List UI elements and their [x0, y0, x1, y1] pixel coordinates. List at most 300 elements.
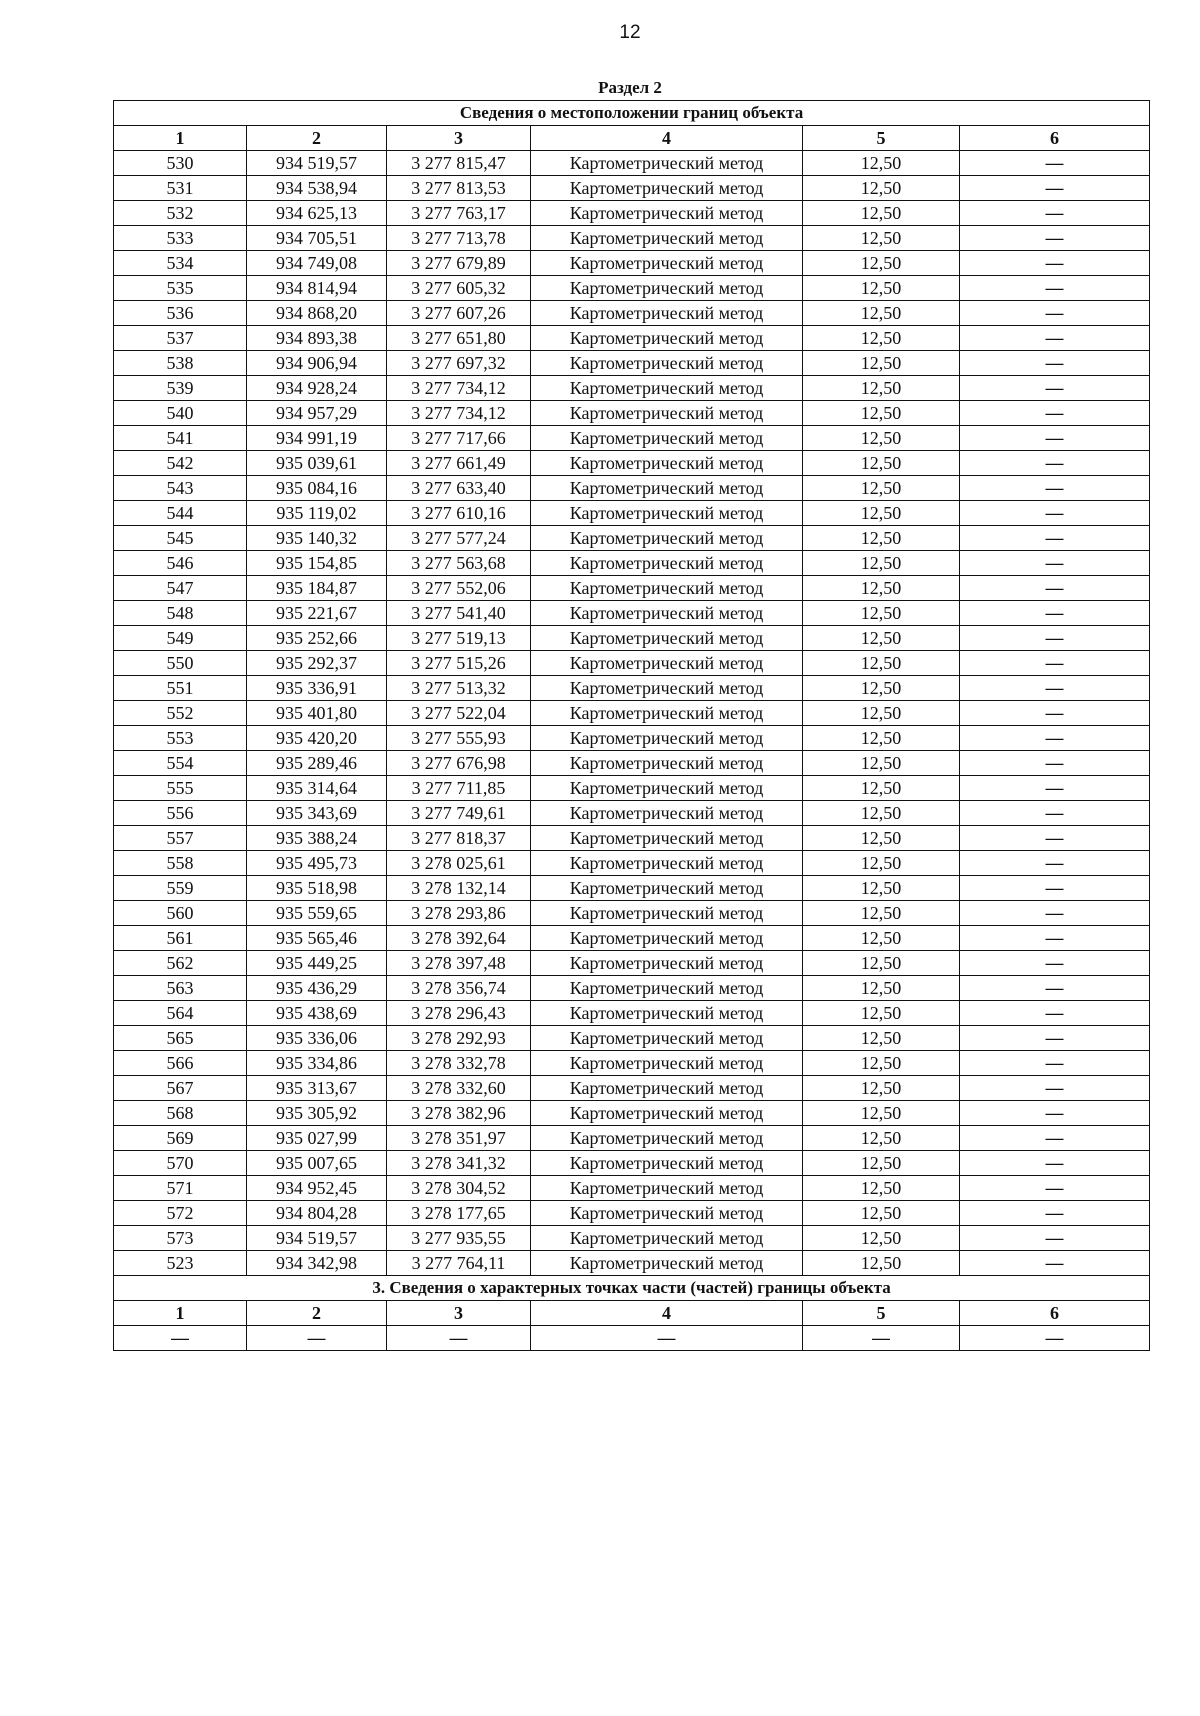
y-coordinate-cell: 3 277 763,17 — [387, 201, 531, 226]
description-cell: — — [960, 426, 1150, 451]
point-number-cell: 544 — [114, 501, 247, 526]
accuracy-cell: 12,50 — [803, 901, 960, 926]
point-number-cell: 569 — [114, 1126, 247, 1151]
table-row — [114, 201, 1150, 226]
section3-header-2: 2 — [247, 1301, 387, 1326]
table-row — [114, 651, 1150, 676]
point-number-cell: 554 — [114, 751, 247, 776]
x-coordinate-cell: 934 868,20 — [247, 301, 387, 326]
description-cell: — — [960, 301, 1150, 326]
x-coordinate-cell: 934 804,28 — [247, 1201, 387, 1226]
method-cell: Картометрический метод — [531, 476, 803, 501]
method-cell: Картометрический метод — [531, 301, 803, 326]
method-cell: Картометрический метод — [531, 676, 803, 701]
description-cell: — — [960, 801, 1150, 826]
x-coordinate-cell: 934 625,13 — [247, 201, 387, 226]
table-row — [114, 276, 1150, 301]
accuracy-cell: 12,50 — [803, 976, 960, 1001]
method-cell: Картометрический метод — [531, 1251, 803, 1276]
table-row — [114, 1251, 1150, 1276]
point-number-cell: 549 — [114, 626, 247, 651]
method-cell: Картометрический метод — [531, 1176, 803, 1201]
y-coordinate-cell: 3 278 351,97 — [387, 1126, 531, 1151]
table-caption: Сведения о местоположении границ объекта — [114, 101, 1150, 126]
point-number-cell: 556 — [114, 801, 247, 826]
point-number-cell: 523 — [114, 1251, 247, 1276]
section3-cell: — — [247, 1326, 387, 1351]
y-coordinate-cell: 3 277 935,55 — [387, 1226, 531, 1251]
method-cell: Картометрический метод — [531, 201, 803, 226]
column-header-6: 6 — [960, 126, 1150, 151]
y-coordinate-cell: 3 277 764,11 — [387, 1251, 531, 1276]
y-coordinate-cell: 3 278 332,78 — [387, 1051, 531, 1076]
table-row — [114, 551, 1150, 576]
table-row — [114, 626, 1150, 651]
section3-header-6: 6 — [960, 1301, 1150, 1326]
y-coordinate-cell: 3 277 815,47 — [387, 151, 531, 176]
method-cell: Картометрический метод — [531, 576, 803, 601]
section3-caption: 3. Сведения о характерных точках части (частей) границы объекта — [114, 1276, 1150, 1301]
y-coordinate-cell: 3 277 610,16 — [387, 501, 531, 526]
section3-cell: — — [387, 1326, 531, 1351]
y-coordinate-cell: 3 277 607,26 — [387, 301, 531, 326]
section3-header-5: 5 — [803, 1301, 960, 1326]
y-coordinate-cell: 3 277 541,40 — [387, 601, 531, 626]
x-coordinate-cell: 934 952,45 — [247, 1176, 387, 1201]
accuracy-cell: 12,50 — [803, 526, 960, 551]
table-row — [114, 801, 1150, 826]
accuracy-cell: 12,50 — [803, 1101, 960, 1126]
description-cell: — — [960, 1201, 1150, 1226]
point-number-cell: 532 — [114, 201, 247, 226]
x-coordinate-cell: 934 519,57 — [247, 1226, 387, 1251]
accuracy-cell: 12,50 — [803, 701, 960, 726]
accuracy-cell: 12,50 — [803, 1076, 960, 1101]
method-cell: Картометрический метод — [531, 376, 803, 401]
method-cell: Картометрический метод — [531, 1101, 803, 1126]
y-coordinate-cell: 3 278 292,93 — [387, 1026, 531, 1051]
description-cell: — — [960, 1176, 1150, 1201]
section3-cell: — — [114, 1326, 247, 1351]
table-row — [114, 476, 1150, 501]
method-cell: Картометрический метод — [531, 626, 803, 651]
table-row — [114, 426, 1150, 451]
table-body — [114, 151, 1150, 1276]
y-coordinate-cell: 3 278 132,14 — [387, 876, 531, 901]
description-cell: — — [960, 576, 1150, 601]
y-coordinate-cell: 3 278 304,52 — [387, 1176, 531, 1201]
description-cell: — — [960, 551, 1150, 576]
method-cell: Картометрический метод — [531, 851, 803, 876]
column-header-3: 3 — [387, 126, 531, 151]
method-cell: Картометрический метод — [531, 251, 803, 276]
table-row — [114, 1126, 1150, 1151]
point-number-cell: 570 — [114, 1151, 247, 1176]
method-cell: Картометрический метод — [531, 801, 803, 826]
column-header-5: 5 — [803, 126, 960, 151]
section3-header-1: 1 — [114, 1301, 247, 1326]
description-cell: — — [960, 1001, 1150, 1026]
x-coordinate-cell: 935 388,24 — [247, 826, 387, 851]
table-row — [114, 676, 1150, 701]
method-cell: Картометрический метод — [531, 651, 803, 676]
method-cell: Картометрический метод — [531, 226, 803, 251]
accuracy-cell: 12,50 — [803, 1001, 960, 1026]
x-coordinate-cell: 935 420,20 — [247, 726, 387, 751]
description-cell: — — [960, 701, 1150, 726]
point-number-cell: 547 — [114, 576, 247, 601]
point-number-cell: 540 — [114, 401, 247, 426]
y-coordinate-cell: 3 278 356,74 — [387, 976, 531, 1001]
description-cell: — — [960, 951, 1150, 976]
y-coordinate-cell: 3 277 813,53 — [387, 176, 531, 201]
method-cell: Картометрический метод — [531, 951, 803, 976]
x-coordinate-cell: 935 449,25 — [247, 951, 387, 976]
description-cell: — — [960, 151, 1150, 176]
y-coordinate-cell: 3 277 515,26 — [387, 651, 531, 676]
description-cell: — — [960, 601, 1150, 626]
section3-cell: — — [960, 1326, 1150, 1351]
description-cell: — — [960, 176, 1150, 201]
accuracy-cell: 12,50 — [803, 1051, 960, 1076]
description-cell: — — [960, 1076, 1150, 1101]
y-coordinate-cell: 3 277 749,61 — [387, 801, 531, 826]
point-number-cell: 535 — [114, 276, 247, 301]
accuracy-cell: 12,50 — [803, 401, 960, 426]
table-row — [114, 901, 1150, 926]
description-cell: — — [960, 976, 1150, 1001]
table-row — [114, 1201, 1150, 1226]
table-row — [114, 726, 1150, 751]
y-coordinate-cell: 3 277 734,12 — [387, 401, 531, 426]
y-coordinate-cell: 3 277 513,32 — [387, 676, 531, 701]
x-coordinate-cell: 934 928,24 — [247, 376, 387, 401]
description-cell: — — [960, 226, 1150, 251]
method-cell: Картометрический метод — [531, 1151, 803, 1176]
table-row — [114, 451, 1150, 476]
point-number-cell: 573 — [114, 1226, 247, 1251]
description-cell: — — [960, 676, 1150, 701]
method-cell: Картометрический метод — [531, 426, 803, 451]
accuracy-cell: 12,50 — [803, 476, 960, 501]
accuracy-cell: 12,50 — [803, 751, 960, 776]
point-number-cell: 565 — [114, 1026, 247, 1051]
y-coordinate-cell: 3 278 332,60 — [387, 1076, 531, 1101]
point-number-cell: 562 — [114, 951, 247, 976]
description-cell: — — [960, 1101, 1150, 1126]
accuracy-cell: 12,50 — [803, 1176, 960, 1201]
method-cell: Картометрический метод — [531, 151, 803, 176]
x-coordinate-cell: 935 027,99 — [247, 1126, 387, 1151]
description-cell: — — [960, 326, 1150, 351]
x-coordinate-cell: 935 313,67 — [247, 1076, 387, 1101]
y-coordinate-cell: 3 277 605,32 — [387, 276, 531, 301]
x-coordinate-cell: 935 436,29 — [247, 976, 387, 1001]
point-number-cell: 559 — [114, 876, 247, 901]
y-coordinate-cell: 3 277 563,68 — [387, 551, 531, 576]
accuracy-cell: 12,50 — [803, 1251, 960, 1276]
section3-body — [114, 1276, 1150, 1351]
x-coordinate-cell: 935 221,67 — [247, 601, 387, 626]
table-row — [114, 976, 1150, 1001]
description-cell: — — [960, 201, 1150, 226]
y-coordinate-cell: 3 277 577,24 — [387, 526, 531, 551]
section3-header-3: 3 — [387, 1301, 531, 1326]
accuracy-cell: 12,50 — [803, 551, 960, 576]
table-row — [114, 326, 1150, 351]
accuracy-cell: 12,50 — [803, 926, 960, 951]
x-coordinate-cell: 935 140,32 — [247, 526, 387, 551]
x-coordinate-cell: 934 519,57 — [247, 151, 387, 176]
section-title: Раздел 2 — [598, 78, 662, 97]
method-cell: Картометрический метод — [531, 326, 803, 351]
point-number-cell: 558 — [114, 851, 247, 876]
y-coordinate-cell: 3 277 734,12 — [387, 376, 531, 401]
table-row — [114, 1151, 1150, 1176]
x-coordinate-cell: 935 518,98 — [247, 876, 387, 901]
table-row — [114, 176, 1150, 201]
x-coordinate-cell: 934 342,98 — [247, 1251, 387, 1276]
x-coordinate-cell: 934 991,19 — [247, 426, 387, 451]
y-coordinate-cell: 3 277 555,93 — [387, 726, 531, 751]
point-number-cell: 564 — [114, 1001, 247, 1026]
accuracy-cell: 12,50 — [803, 301, 960, 326]
table-row — [114, 826, 1150, 851]
y-coordinate-cell: 3 277 676,98 — [387, 751, 531, 776]
description-cell: — — [960, 876, 1150, 901]
method-cell: Картометрический метод — [531, 351, 803, 376]
column-header-row — [114, 126, 1150, 151]
table-row — [114, 601, 1150, 626]
method-cell: Картометрический метод — [531, 976, 803, 1001]
x-coordinate-cell: 935 119,02 — [247, 501, 387, 526]
table-row — [114, 926, 1150, 951]
accuracy-cell: 12,50 — [803, 1226, 960, 1251]
description-cell: — — [960, 526, 1150, 551]
description-cell: — — [960, 451, 1150, 476]
accuracy-cell: 12,50 — [803, 851, 960, 876]
x-coordinate-cell: 935 289,46 — [247, 751, 387, 776]
method-cell: Картометрический метод — [531, 701, 803, 726]
accuracy-cell: 12,50 — [803, 576, 960, 601]
column-header-1: 1 — [114, 126, 247, 151]
point-number-cell: 545 — [114, 526, 247, 551]
point-number-cell: 552 — [114, 701, 247, 726]
description-cell: — — [960, 476, 1150, 501]
accuracy-cell: 12,50 — [803, 326, 960, 351]
section3-row — [114, 1326, 1150, 1351]
x-coordinate-cell: 935 401,80 — [247, 701, 387, 726]
y-coordinate-cell: 3 277 651,80 — [387, 326, 531, 351]
x-coordinate-cell: 935 336,06 — [247, 1026, 387, 1051]
y-coordinate-cell: 3 278 025,61 — [387, 851, 531, 876]
x-coordinate-cell: 935 314,64 — [247, 776, 387, 801]
method-cell: Картометрический метод — [531, 826, 803, 851]
x-coordinate-cell: 935 007,65 — [247, 1151, 387, 1176]
description-cell: — — [960, 1251, 1150, 1276]
point-number-cell: 548 — [114, 601, 247, 626]
point-number-cell: 531 — [114, 176, 247, 201]
table-row — [114, 851, 1150, 876]
x-coordinate-cell: 935 343,69 — [247, 801, 387, 826]
x-coordinate-cell: 935 559,65 — [247, 901, 387, 926]
method-cell: Картометрический метод — [531, 601, 803, 626]
description-cell: — — [960, 351, 1150, 376]
method-cell: Картометрический метод — [531, 526, 803, 551]
description-cell: — — [960, 376, 1150, 401]
section3-cell: — — [803, 1326, 960, 1351]
x-coordinate-cell: 935 184,87 — [247, 576, 387, 601]
y-coordinate-cell: 3 277 519,13 — [387, 626, 531, 651]
point-number-cell: 568 — [114, 1101, 247, 1126]
accuracy-cell: 12,50 — [803, 626, 960, 651]
accuracy-cell: 12,50 — [803, 176, 960, 201]
table-row — [114, 1226, 1150, 1251]
x-coordinate-cell: 935 305,92 — [247, 1101, 387, 1126]
method-cell: Картометрический метод — [531, 176, 803, 201]
point-number-cell: 560 — [114, 901, 247, 926]
table-row — [114, 226, 1150, 251]
page-number: 12 — [619, 22, 641, 43]
x-coordinate-cell: 935 334,86 — [247, 1051, 387, 1076]
y-coordinate-cell: 3 278 296,43 — [387, 1001, 531, 1026]
y-coordinate-cell: 3 277 717,66 — [387, 426, 531, 451]
method-cell: Картометрический метод — [531, 1026, 803, 1051]
x-coordinate-cell: 935 565,46 — [247, 926, 387, 951]
description-cell: — — [960, 651, 1150, 676]
point-number-cell: 561 — [114, 926, 247, 951]
section3-caption-row — [114, 1276, 1150, 1301]
y-coordinate-cell: 3 277 711,85 — [387, 776, 531, 801]
point-number-cell: 537 — [114, 326, 247, 351]
y-coordinate-cell: 3 277 818,37 — [387, 826, 531, 851]
method-cell: Картометрический метод — [531, 751, 803, 776]
point-number-cell: 538 — [114, 351, 247, 376]
x-coordinate-cell: 934 893,38 — [247, 326, 387, 351]
table-row — [114, 951, 1150, 976]
accuracy-cell: 12,50 — [803, 351, 960, 376]
y-coordinate-cell: 3 277 522,04 — [387, 701, 531, 726]
x-coordinate-cell: 935 292,37 — [247, 651, 387, 676]
table-row — [114, 301, 1150, 326]
description-cell: — — [960, 626, 1150, 651]
table-row — [114, 1001, 1150, 1026]
table-row — [114, 1026, 1150, 1051]
accuracy-cell: 12,50 — [803, 376, 960, 401]
method-cell: Картометрический метод — [531, 401, 803, 426]
accuracy-cell: 12,50 — [803, 876, 960, 901]
y-coordinate-cell: 3 278 397,48 — [387, 951, 531, 976]
y-coordinate-cell: 3 277 552,06 — [387, 576, 531, 601]
table-row — [114, 251, 1150, 276]
x-coordinate-cell: 935 438,69 — [247, 1001, 387, 1026]
y-coordinate-cell: 3 278 177,65 — [387, 1201, 531, 1226]
accuracy-cell: 12,50 — [803, 1126, 960, 1151]
point-number-cell: 530 — [114, 151, 247, 176]
method-cell: Картометрический метод — [531, 1051, 803, 1076]
accuracy-cell: 12,50 — [803, 776, 960, 801]
column-header-4: 4 — [531, 126, 803, 151]
point-number-cell: 571 — [114, 1176, 247, 1201]
accuracy-cell: 12,50 — [803, 201, 960, 226]
point-number-cell: 546 — [114, 551, 247, 576]
x-coordinate-cell: 934 906,94 — [247, 351, 387, 376]
method-cell: Картометрический метод — [531, 901, 803, 926]
method-cell: Картометрический метод — [531, 501, 803, 526]
y-coordinate-cell: 3 278 382,96 — [387, 1101, 531, 1126]
description-cell: — — [960, 826, 1150, 851]
method-cell: Картометрический метод — [531, 726, 803, 751]
description-cell: — — [960, 851, 1150, 876]
description-cell: — — [960, 401, 1150, 426]
x-coordinate-cell: 934 538,94 — [247, 176, 387, 201]
table-row — [114, 876, 1150, 901]
column-header-2: 2 — [247, 126, 387, 151]
description-cell: — — [960, 1026, 1150, 1051]
point-number-cell: 534 — [114, 251, 247, 276]
point-number-cell: 566 — [114, 1051, 247, 1076]
description-cell: — — [960, 901, 1150, 926]
table-row — [114, 751, 1150, 776]
table-row — [114, 526, 1150, 551]
method-cell: Картометрический метод — [531, 276, 803, 301]
description-cell: — — [960, 501, 1150, 526]
description-cell: — — [960, 1126, 1150, 1151]
point-number-cell: 557 — [114, 826, 247, 851]
y-coordinate-cell: 3 278 392,64 — [387, 926, 531, 951]
method-cell: Картометрический метод — [531, 451, 803, 476]
accuracy-cell: 12,50 — [803, 951, 960, 976]
point-number-cell: 533 — [114, 226, 247, 251]
accuracy-cell: 12,50 — [803, 1026, 960, 1051]
table-row — [114, 576, 1150, 601]
method-cell: Картометрический метод — [531, 1201, 803, 1226]
y-coordinate-cell: 3 277 661,49 — [387, 451, 531, 476]
accuracy-cell: 12,50 — [803, 151, 960, 176]
table-row — [114, 1101, 1150, 1126]
section3-cell: — — [531, 1326, 803, 1351]
method-cell: Картометрический метод — [531, 1226, 803, 1251]
accuracy-cell: 12,50 — [803, 726, 960, 751]
accuracy-cell: 12,50 — [803, 801, 960, 826]
description-cell: — — [960, 926, 1150, 951]
description-cell: — — [960, 751, 1150, 776]
x-coordinate-cell: 934 705,51 — [247, 226, 387, 251]
accuracy-cell: 12,50 — [803, 426, 960, 451]
method-cell: Картометрический метод — [531, 1001, 803, 1026]
x-coordinate-cell: 934 814,94 — [247, 276, 387, 301]
x-coordinate-cell: 935 084,16 — [247, 476, 387, 501]
point-number-cell: 542 — [114, 451, 247, 476]
table-row — [114, 701, 1150, 726]
description-cell: — — [960, 1051, 1150, 1076]
y-coordinate-cell: 3 277 633,40 — [387, 476, 531, 501]
section3-header-4: 4 — [531, 1301, 803, 1326]
accuracy-cell: 12,50 — [803, 651, 960, 676]
method-cell: Картометрический метод — [531, 926, 803, 951]
accuracy-cell: 12,50 — [803, 1151, 960, 1176]
y-coordinate-cell: 3 278 293,86 — [387, 901, 531, 926]
x-coordinate-cell: 934 749,08 — [247, 251, 387, 276]
table-row — [114, 1176, 1150, 1201]
table-row — [114, 351, 1150, 376]
point-number-cell: 541 — [114, 426, 247, 451]
accuracy-cell: 12,50 — [803, 601, 960, 626]
y-coordinate-cell: 3 277 697,32 — [387, 351, 531, 376]
accuracy-cell: 12,50 — [803, 226, 960, 251]
method-cell: Картометрический метод — [531, 1076, 803, 1101]
table-row — [114, 401, 1150, 426]
